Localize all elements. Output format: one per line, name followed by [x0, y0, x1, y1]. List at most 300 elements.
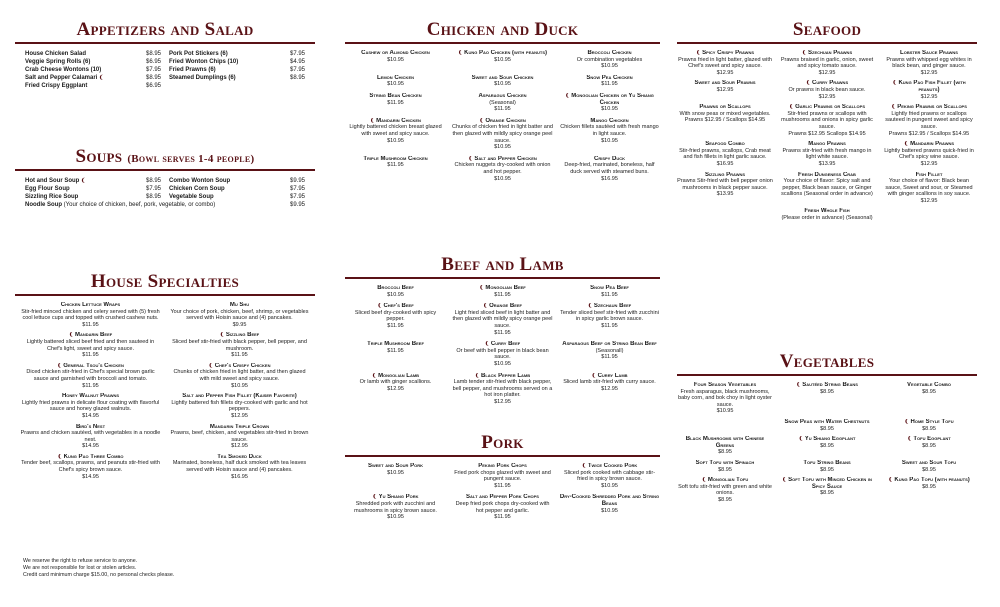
soups-subtitle: (Bowl serves 1-4 people) [127, 153, 255, 165]
item-name [345, 303, 446, 310]
item-name [19, 332, 162, 339]
pepper-icon: ❨ [370, 117, 377, 124]
pepper-icon: ❨ [801, 50, 808, 56]
item-name-wrap [25, 82, 87, 90]
item-price: $10.95 [387, 514, 404, 521]
item-name [452, 156, 553, 163]
item-price: $11.95 [82, 321, 99, 328]
soups-title: Soups (Bowl serves 1-4 people) [75, 146, 255, 167]
menu-item [19, 393, 162, 419]
pepper-icon: ❨ [805, 80, 813, 87]
item-name-text: Soft Tofu with Minced Chicken in Spicy Sauce [788, 477, 872, 490]
item-description: Sliced beef stir-fried with black pepper, bell pepper, and mushroom. [172, 338, 307, 352]
item-name-wrap [25, 50, 86, 58]
pepper-icon: ❨ [591, 372, 598, 379]
item-name [19, 363, 162, 370]
item-description: Deep fried pork chops dry-cooked with hot pepper and garlic. [455, 500, 550, 514]
item-name [452, 303, 553, 310]
menu-item [168, 302, 311, 328]
item-name [677, 141, 773, 148]
vegetables-section [677, 352, 977, 504]
item-name [881, 460, 977, 467]
footer-notes [23, 558, 174, 578]
item-name-wrap [169, 74, 236, 82]
item-price: $12.95 [818, 93, 836, 100]
menu-item [452, 341, 553, 367]
item-name-text: Twice Cooked Pork [587, 463, 638, 469]
item-name-text: Fresh Whole Fish [804, 208, 850, 215]
item-price: $11.95 [387, 162, 404, 169]
item-price: $16.95 [231, 473, 248, 480]
item-name [881, 477, 977, 484]
item-description: Prawns Stir-fried with bell pepper onion mushrooms in black pepper sauce. [677, 178, 773, 191]
item-name-text: Mandarin Beef [74, 332, 113, 339]
divider [345, 42, 660, 44]
item-price: $11.95 [494, 291, 511, 298]
pepper-icon: ❨ [457, 50, 465, 56]
item-name-wrap [169, 50, 228, 58]
item-name [559, 285, 660, 292]
menu-item [677, 80, 773, 100]
item-name [452, 373, 553, 380]
pepper-icon: ❨ [377, 303, 384, 310]
item-name [452, 75, 553, 82]
item-name [168, 332, 311, 339]
pepper-icon: ❨ [796, 382, 803, 388]
menu-item [779, 50, 875, 76]
menu-item [559, 118, 660, 151]
item-name [881, 141, 977, 148]
item-price: $8.95 [145, 75, 161, 82]
item-name-text: Mongolian Lamb [378, 372, 420, 379]
item-description: With snow peas or mixed vegetables. [679, 110, 771, 117]
menu-item [345, 341, 446, 367]
item-price: Prawns $12.95 Scallops $14.95 [788, 130, 866, 137]
pepper-icon: ❨ [372, 494, 379, 501]
item-price: $12.95 [494, 398, 511, 405]
item-name [881, 50, 977, 57]
item-price: $10.95 [387, 56, 404, 63]
item-name-text: Orange Beef [489, 303, 523, 310]
item-price: $13.95 [716, 191, 734, 198]
item-description: Lightly battered prawns quick-fried in Chef's spicy wine sauce. [884, 147, 974, 161]
item-price: $7.95 [145, 186, 161, 193]
soups-section [15, 147, 315, 209]
item-name-text: Fresh Dungeness Crab [798, 171, 856, 178]
item-description: (Please order in advance) (Seasonal) [781, 215, 873, 222]
item-name [881, 80, 977, 93]
item-name-text: Lemon Chicken [377, 74, 414, 81]
item-name-text: Mongolian Chicken or Yu Shiang Chicken [571, 92, 654, 106]
footer-line: We are not responsible for lost or stolen articles. [23, 564, 137, 571]
menu-item [169, 58, 305, 66]
item-name [559, 75, 660, 82]
item-name [559, 303, 660, 310]
item-name-wrap [25, 74, 104, 82]
item-price: $11.95 [82, 352, 99, 359]
pepper-icon: ❨ [903, 141, 911, 148]
menu-item [169, 177, 305, 185]
item-price: $8.95 [820, 466, 834, 473]
item-description: Fresh asparagus, black mushrooms, baby corn, and bok choy in light oyster sauce. [678, 388, 772, 408]
item-name-text: Sweet and Sour Pork [367, 463, 423, 469]
divider [15, 294, 315, 296]
item-name [345, 285, 446, 292]
item-name [19, 302, 162, 309]
menu-item [677, 141, 773, 167]
item-name-text: Yu Shiang Pork [378, 494, 419, 501]
menu-item [452, 303, 553, 336]
pepper-icon: ❨ [701, 477, 708, 484]
item-name [345, 118, 446, 125]
item-description: Your choice of flavor: Black bean sauce, Sweet and sour, or Steamed with ginger scallions in soy sauce. [885, 178, 973, 198]
item-price: $8.95 [922, 483, 936, 490]
item-name [345, 50, 446, 57]
item-price: $12.95 [387, 385, 404, 392]
item-price: $11.95 [601, 322, 618, 329]
item-name [779, 80, 875, 87]
item-name-wrap [169, 193, 214, 201]
menu-item [677, 419, 773, 432]
item-description: Prawns fried in light batter, glazed with Chef's sweet and spicy sauce. [678, 56, 772, 70]
menu-item [345, 373, 446, 406]
item-price: $12.95 [818, 69, 836, 76]
item-name-text: Kung Pao Three Combo [63, 453, 124, 460]
item-price: $9.95 [289, 178, 305, 184]
item-price: $12.95 [601, 385, 618, 392]
pork-title: Pork [481, 432, 524, 453]
item-price: $11.95 [601, 291, 618, 298]
pepper-icon: ❨ [479, 285, 486, 291]
item-name [677, 436, 773, 449]
item-name [677, 382, 773, 389]
item-price: Prawns $12.95 / Scallops $14.95 [888, 130, 970, 137]
menu-item [25, 58, 161, 66]
item-name-text: Chicken Lettuce Wraps [60, 302, 121, 308]
menu-item [169, 66, 305, 74]
item-price: $8.95 [145, 178, 161, 184]
item-price: $12.95 [231, 443, 248, 450]
item-name-text: Curry Beef [490, 341, 521, 348]
item-description: Prawns stir-fried with fresh mango in light white sauce. [782, 147, 872, 161]
menu-item [19, 302, 162, 328]
item-description: Prawns with whipped egg whites in black bean, and ginger sauce. [886, 56, 972, 70]
menu-item [345, 156, 446, 182]
item-name-text: Mandarin Chicken [376, 117, 421, 124]
item-description: Shredded pork with zucchini and mushrooms in spicy brown sauce. [354, 500, 437, 514]
menu-item [779, 104, 875, 137]
item-name-text: Mango Chicken [590, 117, 629, 124]
item-name-text: Snow Pea Beef [590, 285, 629, 291]
menu-item [345, 118, 446, 151]
item-name [19, 424, 162, 431]
beef-title: Beef and Lamb [441, 254, 564, 275]
item-name [559, 494, 660, 507]
menu-item [677, 460, 773, 473]
item-price: $11.95 [494, 514, 511, 521]
item-name: Sizzling Rice Soup [25, 194, 79, 201]
item-name-text: Peking Pork Chops [478, 463, 527, 469]
menu-item [345, 303, 446, 336]
item-name-text: Curry Lamb [597, 372, 628, 379]
item-description: Stir-fried prawns or scallops with mushrooms and onions in spicy garlic sauce. [781, 110, 873, 130]
item-price: $10.95 [387, 81, 404, 88]
item-price: $10.95 [387, 469, 404, 476]
item-name [881, 104, 977, 111]
item-name: Fried Prawns (6) [169, 67, 216, 74]
menu-item [779, 477, 875, 503]
menu-item [881, 172, 977, 205]
item-name [881, 382, 977, 389]
item-name-text: Mu Shu [229, 302, 250, 308]
item-description: Or lamb with ginger scallions. [359, 379, 432, 386]
menu-item [25, 50, 161, 58]
item-name-text: Honey Walnut Prawns [61, 393, 120, 400]
item-description: Light fried sliced beef in light batter and then glazed with mildly spicy orange peel sauce. [452, 309, 553, 329]
item-price: $10.95 [494, 360, 511, 367]
item-name: Steamed Dumplings (6) [169, 75, 236, 82]
item-description: Lightly battered chicken breast glazed with sweet and spicy sauce. [349, 124, 442, 137]
item-description: Chicken nuggets dry-cooked with onion and hot pepper. [454, 162, 551, 175]
menu-item [559, 494, 660, 520]
item-name: Crab Cheese Wontons (10) [25, 67, 102, 74]
pepper-icon: ❨ [904, 418, 911, 425]
item-price: $7.95 [289, 51, 305, 57]
item-name [779, 477, 875, 490]
item-name-text: Vegetable Combo [907, 382, 951, 388]
item-description: Lightly fried prawns or scallops sauteed in pungent sweet and spicy sauce. [885, 110, 973, 130]
item-price: $6.95 [145, 83, 161, 90]
item-name [779, 460, 875, 467]
menu-item [169, 50, 305, 58]
menu-item [779, 419, 875, 432]
item-name-text: Mongolian Beef [485, 285, 526, 291]
item-name-wrap [25, 177, 85, 185]
item-name [881, 436, 977, 443]
item-price: $10.95 [387, 291, 404, 298]
menu-item [881, 382, 977, 415]
menu-item [881, 50, 977, 76]
item-price: $10.95 [494, 175, 511, 182]
item-name-text: Szechuan Prawns [808, 50, 853, 56]
item-name-text: Szechaun Beef [593, 303, 632, 310]
menu-item [559, 50, 660, 70]
chicken-title: Chicken and Duck [426, 19, 579, 40]
item-description: Tender beef, scallops, prawns, and peanuts stir-fried with Chef's spicy brown sauce. [21, 460, 160, 474]
item-name-wrap [169, 177, 230, 185]
menu-item [559, 303, 660, 336]
item-description: Chunks of chicken fried in light batter and then glazed with mildly spicy orange peel sauce. [452, 124, 553, 144]
pepper-icon: ❨ [482, 303, 490, 310]
menu-item [19, 332, 162, 358]
menu-item [559, 156, 660, 182]
menu-item [25, 177, 161, 185]
item-name-text: Sweet and Sour Tofu [901, 459, 957, 466]
item-price: $8.95 [145, 194, 161, 201]
menu-item [452, 494, 553, 520]
menu-item [25, 74, 161, 82]
menu-item [779, 436, 875, 456]
appetizers-section [15, 20, 315, 90]
item-price: $8.95 [718, 496, 732, 503]
item-name-text: Four Season Vegetables [693, 382, 757, 388]
menu-item [559, 93, 660, 113]
item-name [677, 172, 773, 179]
right-column [677, 0, 977, 607]
item-name-text: Lobster Sauce Prawns [900, 50, 958, 56]
item-name-text: Sweet and Sour Prawns [694, 80, 756, 87]
item-name [19, 454, 162, 461]
pepper-icon: ❨ [474, 372, 481, 379]
menu-item [677, 50, 773, 76]
item-name-text: Snow Peas with Water Chestnuts [784, 418, 870, 425]
item-description: Sliced pork cooked with cabbage stir-fried in spicy brown sauce. [563, 469, 656, 483]
pepper-icon: ❨ [891, 104, 898, 111]
menu-item [25, 193, 161, 201]
item-price: $10.95 [601, 482, 618, 489]
item-price: $11.95 [494, 329, 511, 336]
item-name: Veggie Spring Rolls (6) [25, 59, 91, 66]
item-name-text: Spicy Crispy Prawns [702, 50, 755, 56]
item-description: Prawns braised in garlic, onion, sweet and spicy tomato sauce. [780, 56, 874, 70]
menu-item [559, 463, 660, 489]
item-price: $12.95 [716, 69, 734, 76]
menu-item [779, 141, 875, 167]
item-price: $11.95 [387, 322, 404, 329]
item-name [168, 393, 311, 400]
item-price: $11.95 [494, 482, 511, 489]
item-price: $8.95 [922, 388, 936, 395]
item-name [345, 463, 446, 470]
menu-item [559, 285, 660, 298]
menu-item [452, 50, 553, 70]
item-price: $12.95 [920, 69, 938, 76]
pepper-icon: ❨ [892, 80, 899, 87]
item-name-text: Broccoli Chicken [587, 50, 632, 56]
item-price: $6.95 [145, 59, 161, 66]
item-name-wrap [25, 193, 78, 201]
item-price: $16.95 [716, 160, 734, 167]
item-name: Pork Pot Stickers (6) [169, 51, 228, 57]
item-name [452, 93, 553, 100]
menu-item [677, 208, 773, 221]
item-name [559, 463, 660, 470]
menu-item [25, 66, 161, 74]
item-name [779, 50, 875, 57]
item-name-wrap [169, 58, 238, 66]
item-description: Stir-fried prawns, scallops, Crab meat and fish fillets in light garlic sauce. [679, 147, 771, 161]
item-price: $10.95 [601, 63, 618, 70]
item-description: Sliced beef dry-cooked with spicy pepper. [354, 309, 437, 323]
item-price: $10.95 [601, 137, 618, 144]
item-name [559, 156, 660, 163]
item-name: Hot and Sour Soup [25, 178, 80, 184]
item-name [168, 302, 311, 309]
menu-item [559, 341, 660, 367]
item-name-text: Asparagus Beef or String Bean Beef [562, 341, 657, 348]
item-name: Salt and Pepper Calamari [25, 75, 98, 82]
item-description: Tender sliced beef stir-fried with zucchini in spicy garlic brown sauce. [560, 309, 659, 323]
item-description: Your choice of flavor: Spicy salt and pepper, Black bean sauce, or Ginger scallions (Seasonal order in advance) [781, 178, 873, 198]
item-price: $11.95 [494, 106, 511, 113]
item-price: $8.95 [820, 425, 834, 432]
item-name: Fried Wonton Chips (10) [169, 59, 239, 66]
item-name-text: Sizzling Prawns [704, 171, 746, 178]
item-name [345, 75, 446, 82]
item-name [677, 50, 773, 57]
item-name-text: Black Pepper Lamb [481, 372, 531, 379]
item-name [779, 208, 875, 215]
item-price: $10.95 [387, 137, 404, 144]
item-description: Your choice of pork, chicken, beef, shrimp, or vegetables served with Hoisin sauce and (4) pancakes. [170, 308, 309, 322]
item-description: Lightly battered sliced beef fried and then sauteed in Chef's light, sweet and spicy sauce. [26, 338, 155, 352]
item-name-text: General Tsou's Chicken [63, 362, 124, 369]
item-description: (Seasonal) [489, 99, 516, 106]
item-name-text: Sautéed String Beans [802, 382, 858, 388]
pepper-icon: ❨ [888, 477, 895, 484]
menu-item [345, 463, 446, 489]
item-price: $8.95 [922, 442, 936, 449]
pepper-icon: ❨ [468, 155, 475, 162]
pepper-icon: ❨ [208, 362, 215, 369]
pepper-icon: ❨ [907, 436, 914, 443]
item-price: $4.95 [289, 59, 305, 66]
item-name [452, 118, 553, 125]
beef-lamb-section [345, 255, 660, 406]
pepper-icon: ❨ [587, 303, 594, 310]
item-name [19, 393, 162, 400]
left-column [15, 0, 315, 607]
menu-item [19, 454, 162, 480]
item-price: $10.95 [494, 144, 511, 151]
item-name [559, 50, 660, 57]
menu-item [779, 382, 875, 415]
item-name [345, 156, 446, 163]
item-name [677, 104, 773, 111]
pepper-icon: ❨ [57, 362, 64, 369]
item-name [345, 341, 446, 348]
menu-item [677, 104, 773, 137]
item-price: $7.95 [145, 67, 161, 74]
seafood-section [677, 20, 977, 222]
item-name-text: Salt and Pepper Fish Fillet (Kaiser Favorite) [182, 393, 297, 400]
item-price: $8.95 [718, 466, 732, 473]
pork-section [345, 433, 660, 521]
pepper-icon: ❨ [581, 463, 588, 469]
menu-item [452, 463, 553, 489]
item-description: Soft tofu stir-fried with green and white onions. [678, 483, 772, 497]
menu-item [881, 141, 977, 167]
item-name [677, 80, 773, 87]
item-price: $14.95 [82, 443, 99, 450]
item-name-text: Crispy Duck [593, 155, 625, 162]
menu-item [779, 460, 875, 473]
item-name-text: Kung Pao Fish Fillet (with peanuts) [898, 80, 966, 93]
item-price: $10.95 [601, 507, 618, 514]
item-price: $10.95 [716, 408, 734, 415]
item-name-text: Kung Pao Tofu (with peanuts) [894, 477, 970, 484]
item-name-text: Soft Tofu with Spinach [695, 459, 755, 466]
menu-item [345, 494, 446, 520]
item-name-text: Mandarin Triple Crown [209, 423, 270, 430]
divider [677, 42, 977, 44]
item-name-wrap [25, 185, 70, 193]
menu-item [452, 93, 553, 113]
footer-line: We reserve the right to refuse service to anyone. [23, 558, 138, 564]
item-price: $12.95 [231, 412, 248, 419]
divider [15, 42, 315, 44]
item-name-text: Black Mushrooms with Chinese Greens [685, 436, 765, 449]
